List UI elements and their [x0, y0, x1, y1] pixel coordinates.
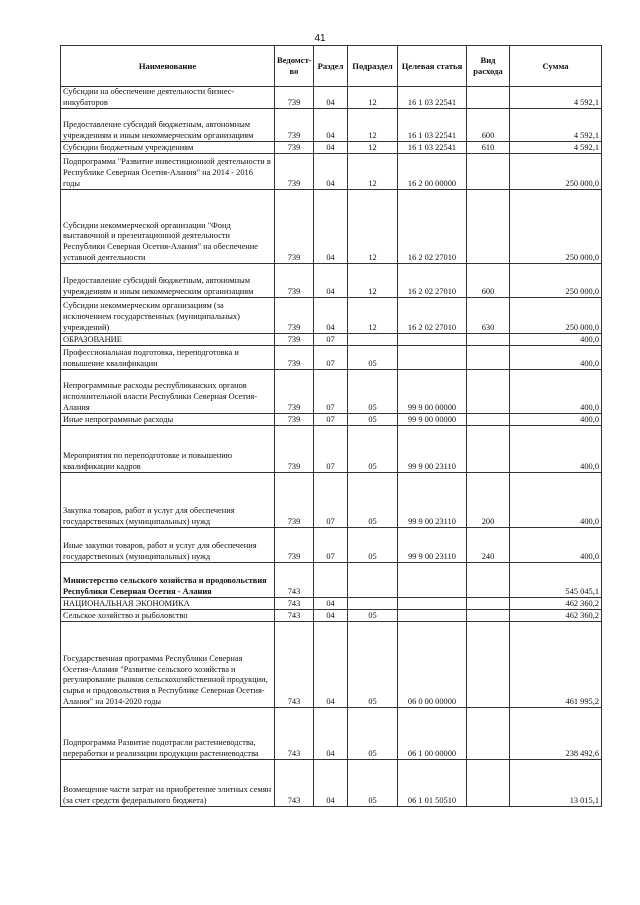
row-section: 04	[314, 598, 348, 610]
header-dept: Ведомст-во	[275, 46, 314, 87]
table-row	[61, 142, 602, 154]
row-subsection: 05	[348, 760, 398, 807]
row-type	[467, 87, 510, 109]
row-dept: 739	[275, 142, 314, 154]
row-section: 04	[314, 87, 348, 109]
row-dept: 739	[275, 264, 314, 298]
table-row	[61, 414, 602, 426]
row-dept: 739	[275, 528, 314, 563]
table-row	[61, 190, 602, 264]
row-dept: 743	[275, 622, 314, 708]
row-section: 07	[314, 414, 348, 426]
row-name: Мероприятия по переподготовке и повышению квалификации кадров	[61, 426, 275, 473]
row-section: 04	[314, 142, 348, 154]
row-subsection: 05	[348, 622, 398, 708]
row-name: Иные непрограммные расходы	[61, 414, 275, 426]
row-target	[398, 563, 467, 598]
header-type: Вид расхода	[467, 46, 510, 87]
row-dept: 743	[275, 598, 314, 610]
table-row	[61, 264, 602, 298]
row-dept: 739	[275, 109, 314, 142]
row-subsection	[348, 563, 398, 598]
row-name: Предоставление субсидий бюджетным, автономным учреждениям и иным некоммерческим организациям	[61, 264, 275, 298]
row-dept: 739	[275, 154, 314, 190]
row-sum: 250 000,0	[510, 154, 602, 190]
header-sum: Сумма	[510, 46, 602, 87]
row-name: Субсидии бюджетным учреждениям	[61, 142, 275, 154]
table-row	[61, 87, 602, 109]
row-dept: 739	[275, 346, 314, 370]
row-section	[314, 563, 348, 598]
row-type	[467, 190, 510, 264]
row-name: Профессиональная подготовка, переподготовка и повышение квалификации	[61, 346, 275, 370]
row-dept: 739	[275, 473, 314, 528]
row-section: 04	[314, 298, 348, 334]
row-name: Субсидии некоммерческой организации "Фонд выставочной и презентационной деятельности Республики Северная Осетия-Алания" на обеспечение уставной деятельности	[61, 190, 275, 264]
row-sum: 400,0	[510, 346, 602, 370]
row-name: ОБРАЗОВАНИЕ	[61, 334, 275, 346]
header-section: Раздел	[314, 46, 348, 87]
row-subsection: 12	[348, 190, 398, 264]
row-name: Подпрограмма "Развитие инвестиционной деятельности в Республике Северная Осетия-Алания" на 2014 - 2016 годы	[61, 154, 275, 190]
row-dept: 743	[275, 760, 314, 807]
row-sum: 545 045,1	[510, 563, 602, 598]
row-name: Сельское хозяйство и рыболовство	[61, 610, 275, 622]
header-row	[61, 46, 602, 87]
table-row	[61, 346, 602, 370]
row-target: 99 9 00 23110	[398, 426, 467, 473]
row-target	[398, 598, 467, 610]
row-target: 06 1 01 50510	[398, 760, 467, 807]
row-subsection: 12	[348, 87, 398, 109]
row-type: 610	[467, 142, 510, 154]
row-section: 07	[314, 370, 348, 414]
row-type: 200	[467, 473, 510, 528]
row-subsection: 05	[348, 708, 398, 760]
row-dept: 739	[275, 414, 314, 426]
table-row	[61, 528, 602, 563]
row-sum: 4 592,1	[510, 109, 602, 142]
row-dept: 739	[275, 298, 314, 334]
row-sum: 462 360,2	[510, 598, 602, 610]
row-section: 07	[314, 473, 348, 528]
row-sum: 4 592,1	[510, 142, 602, 154]
row-target: 16 2 02 27010	[398, 298, 467, 334]
row-type: 240	[467, 528, 510, 563]
row-subsection: 05	[348, 414, 398, 426]
row-dept: 739	[275, 426, 314, 473]
table-row	[61, 109, 602, 142]
row-section: 04	[314, 610, 348, 622]
row-section: 04	[314, 708, 348, 760]
row-subsection: 12	[348, 154, 398, 190]
row-section: 04	[314, 264, 348, 298]
row-section: 07	[314, 334, 348, 346]
row-section: 04	[314, 760, 348, 807]
row-dept: 743	[275, 610, 314, 622]
row-sum: 250 000,0	[510, 190, 602, 264]
row-target: 16 1 03 22541	[398, 87, 467, 109]
row-section: 07	[314, 528, 348, 563]
row-subsection	[348, 598, 398, 610]
row-subsection: 05	[348, 370, 398, 414]
row-subsection: 05	[348, 426, 398, 473]
row-sum: 13 015,1	[510, 760, 602, 807]
row-name: Министерство сельского хозяйства и продовольствия Республики Северная Осетия - Алания	[61, 563, 275, 598]
row-subsection: 05	[348, 346, 398, 370]
table-row	[61, 370, 602, 414]
row-dept: 739	[275, 87, 314, 109]
row-sum: 461 995,2	[510, 622, 602, 708]
row-subsection: 12	[348, 264, 398, 298]
row-name: Субсидии некоммерческим организациям (за исключением государственных (муниципальных) учреждений)	[61, 298, 275, 334]
row-dept: 739	[275, 370, 314, 414]
row-target: 99 9 00 23110	[398, 473, 467, 528]
row-section: 04	[314, 154, 348, 190]
row-section: 04	[314, 109, 348, 142]
row-type	[467, 563, 510, 598]
row-dept: 739	[275, 190, 314, 264]
page-number: 41	[314, 33, 326, 44]
row-section: 04	[314, 190, 348, 264]
table-row	[61, 473, 602, 528]
row-type	[467, 598, 510, 610]
row-sum: 4 592,1	[510, 87, 602, 109]
row-type	[467, 760, 510, 807]
table-row	[61, 334, 602, 346]
table-row	[61, 598, 602, 610]
row-type	[467, 426, 510, 473]
header-subsection: Подраздел	[348, 46, 398, 87]
table-row	[61, 708, 602, 760]
row-section: 07	[314, 426, 348, 473]
row-name: Непрограммные расходы республиканских органов исполнительной власти Республики Северная Осетия-Алания	[61, 370, 275, 414]
row-sum: 400,0	[510, 473, 602, 528]
row-type: 630	[467, 298, 510, 334]
row-subsection: 05	[348, 473, 398, 528]
row-target: 16 1 03 22541	[398, 109, 467, 142]
row-dept: 743	[275, 708, 314, 760]
row-type	[467, 370, 510, 414]
row-target: 16 2 02 27010	[398, 190, 467, 264]
row-section: 04	[314, 622, 348, 708]
table-row	[61, 760, 602, 807]
row-name: Субсидии на обеспечение деятельности бизнес-инкубаторов	[61, 87, 275, 109]
row-name: Государственная программа Республики Северная Осетия-Алания "Развитие сельского хозяйства и регулирование рынков сельскохозяйственной продукции, сырья и продовольствия в Республике Северная Осетия-Алания" на 2014-2020 годы	[61, 622, 275, 708]
row-subsection: 05	[348, 528, 398, 563]
budget-table	[60, 45, 602, 807]
row-name: Подпрограмма Развитие подотрасли растениеводства, переработки и реализации продукции растениеводства	[61, 708, 275, 760]
row-subsection: 12	[348, 142, 398, 154]
row-type: 600	[467, 109, 510, 142]
row-section: 07	[314, 346, 348, 370]
row-target	[398, 334, 467, 346]
row-sum: 400,0	[510, 414, 602, 426]
row-sum: 238 492,6	[510, 708, 602, 760]
row-dept: 743	[275, 563, 314, 598]
row-dept: 739	[275, 334, 314, 346]
row-subsection	[348, 334, 398, 346]
table-row	[61, 154, 602, 190]
header-name: Наименование	[61, 46, 275, 87]
row-target	[398, 346, 467, 370]
row-type	[467, 708, 510, 760]
table-row	[61, 622, 602, 708]
row-type	[467, 346, 510, 370]
row-subsection: 05	[348, 610, 398, 622]
row-type	[467, 154, 510, 190]
row-target: 99 9 00 00000	[398, 414, 467, 426]
row-target	[398, 610, 467, 622]
row-type	[467, 622, 510, 708]
row-name: Иные закупки товаров, работ и услуг для обеспечения государственных (муниципальных) нужд	[61, 528, 275, 563]
row-type	[467, 414, 510, 426]
row-name: Закупка товаров, работ и услуг для обеспечения государственных (муниципальных) нужд	[61, 473, 275, 528]
table-row	[61, 426, 602, 473]
header-target: Целевая статья	[398, 46, 467, 87]
row-target: 06 1 00 00000	[398, 708, 467, 760]
table-row	[61, 298, 602, 334]
row-sum: 462 360,2	[510, 610, 602, 622]
row-sum: 400,0	[510, 528, 602, 563]
row-type	[467, 334, 510, 346]
row-sum: 400,0	[510, 334, 602, 346]
table-row	[61, 610, 602, 622]
row-type: 600	[467, 264, 510, 298]
row-type	[467, 610, 510, 622]
row-sum: 400,0	[510, 426, 602, 473]
row-name: НАЦИОНАЛЬНАЯ ЭКОНОМИКА	[61, 598, 275, 610]
row-target: 16 2 02 27010	[398, 264, 467, 298]
row-target: 16 2 00 00000	[398, 154, 467, 190]
row-sum: 250 000,0	[510, 264, 602, 298]
row-target: 99 9 00 23110	[398, 528, 467, 563]
row-sum: 400,0	[510, 370, 602, 414]
row-sum: 250 000,0	[510, 298, 602, 334]
row-subsection: 12	[348, 109, 398, 142]
row-target: 06 0 00 00000	[398, 622, 467, 708]
table-row	[61, 563, 602, 598]
row-subsection: 12	[348, 298, 398, 334]
row-name: Предоставление субсидий бюджетным, автономным учреждениям и иным некоммерческим организациям	[61, 109, 275, 142]
row-target: 99 9 00 00000	[398, 370, 467, 414]
row-name: Возмещение части затрат на приобретение элитных семян (за счет средств федерального бюджета)	[61, 760, 275, 807]
row-target: 16 1 03 22541	[398, 142, 467, 154]
